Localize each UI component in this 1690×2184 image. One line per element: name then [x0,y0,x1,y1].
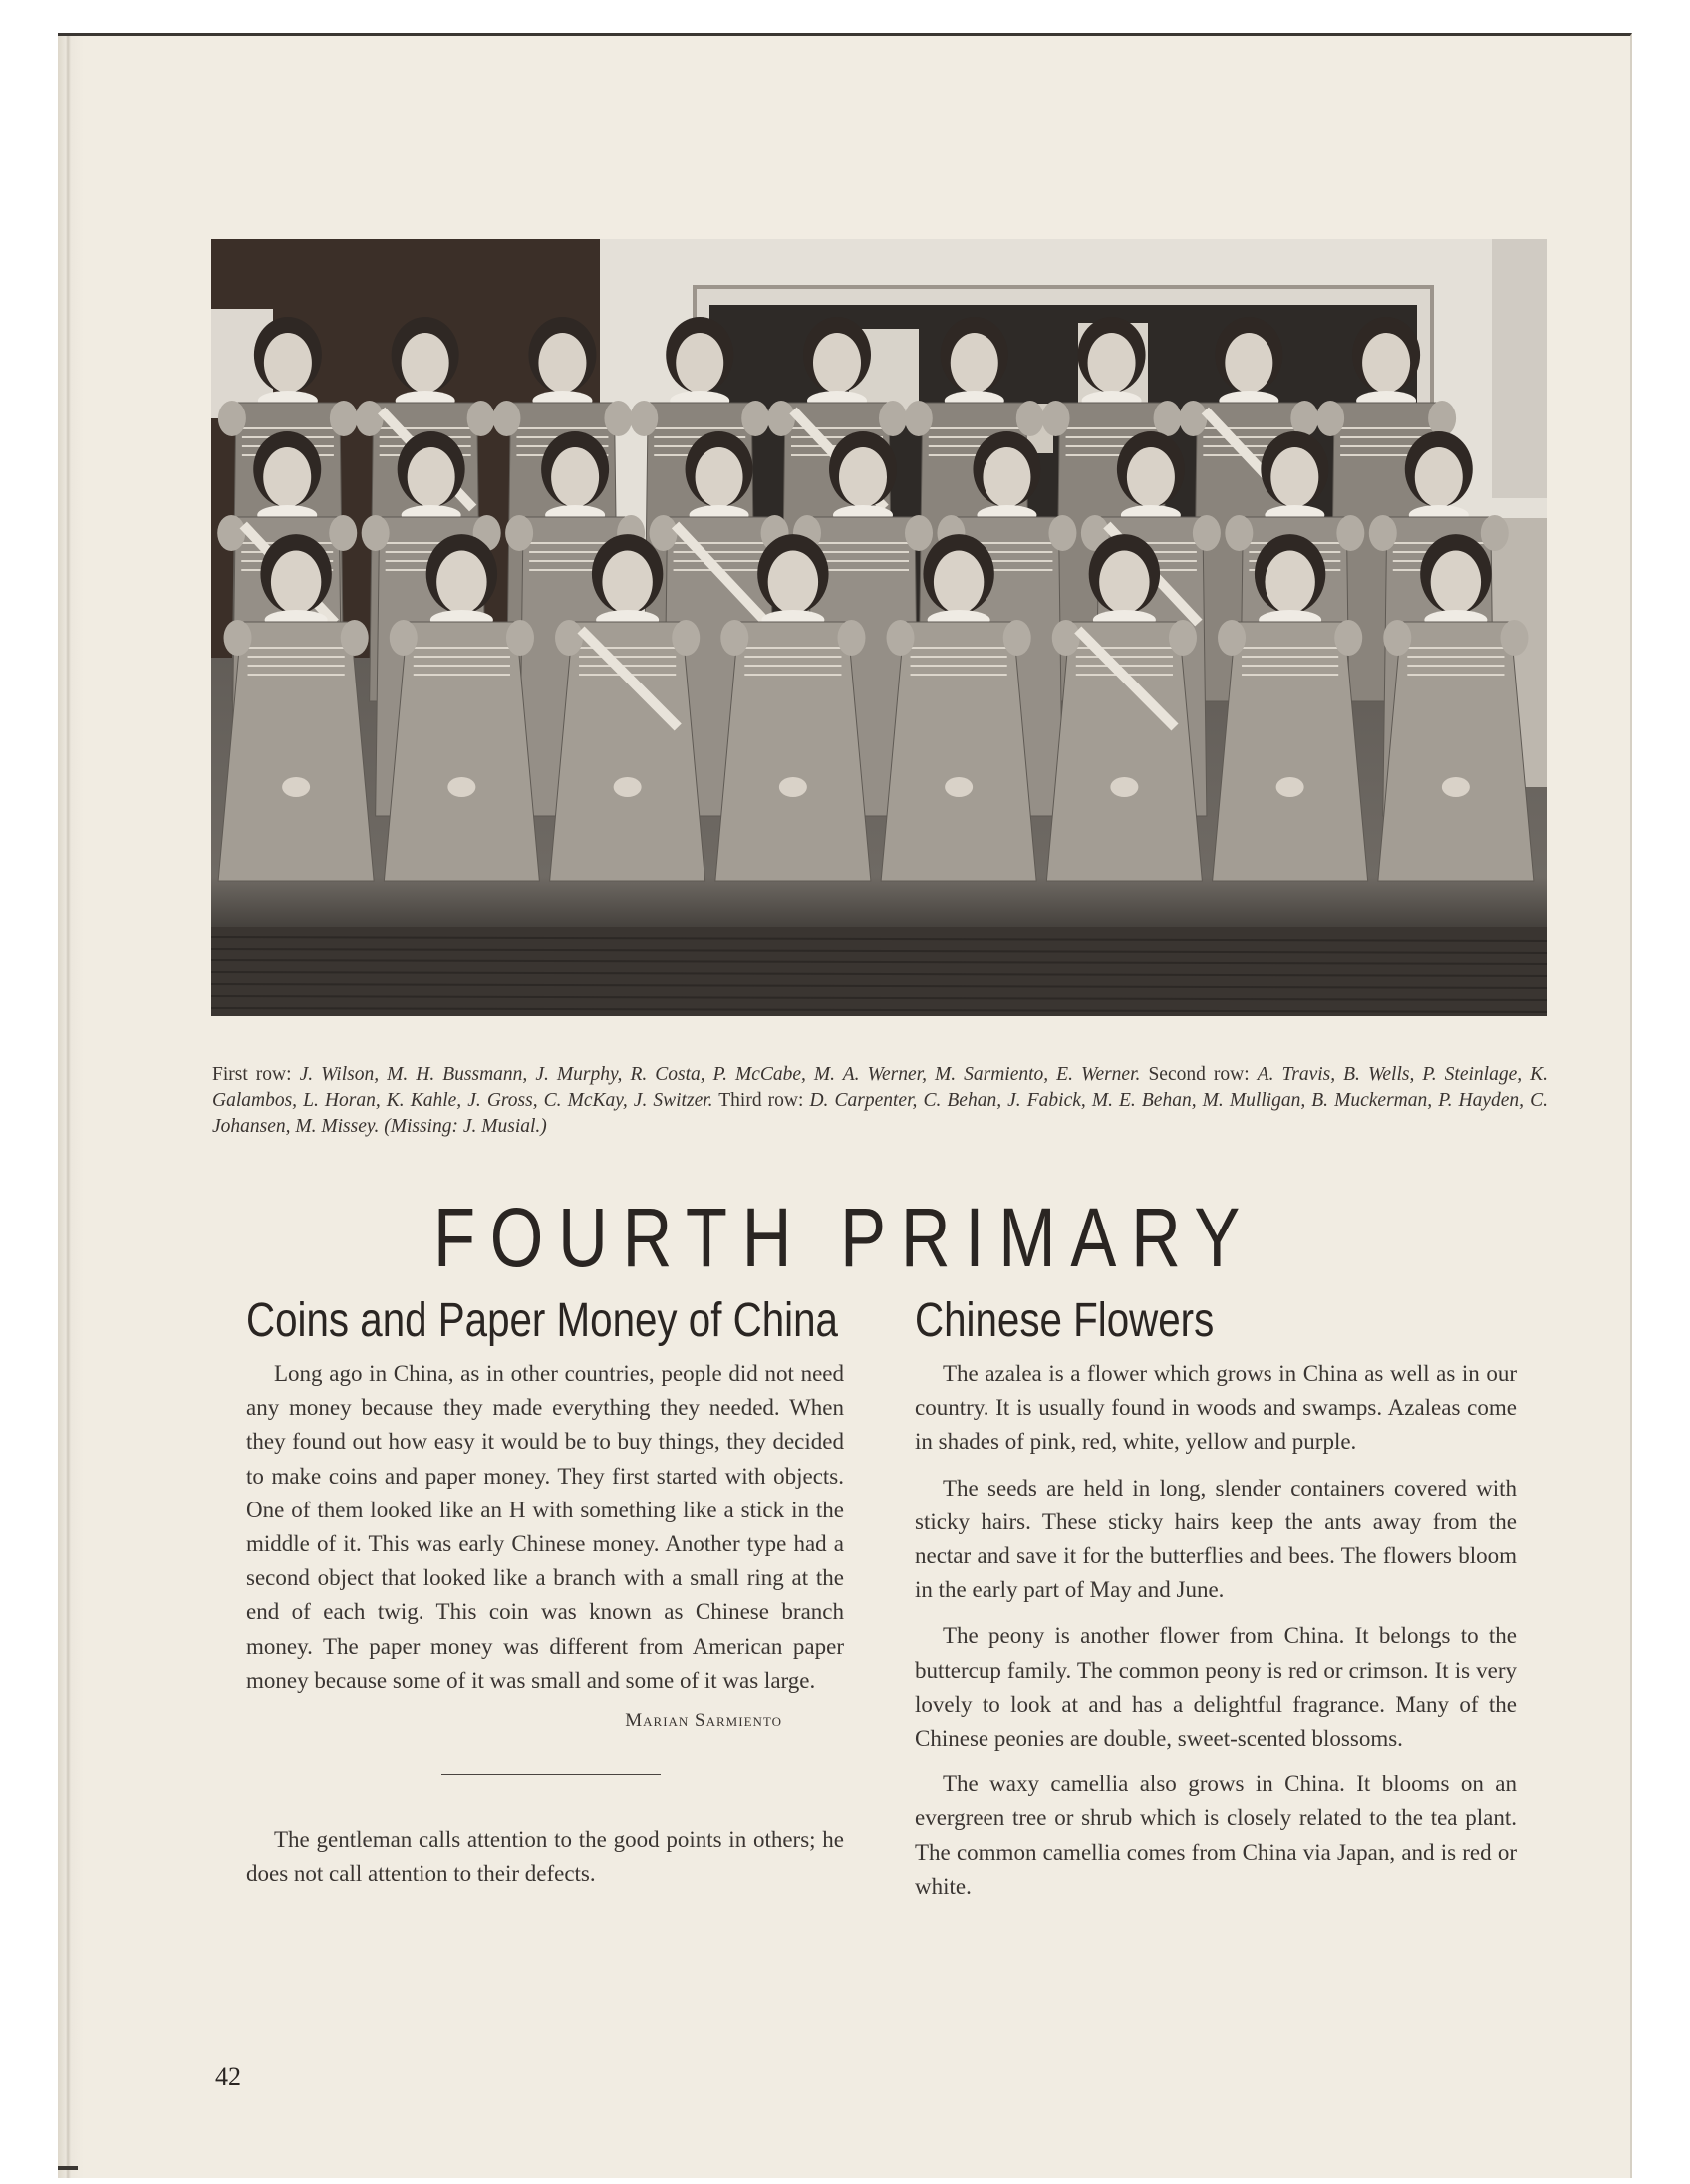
child-sleeve [630,401,658,436]
child-dress [384,622,539,881]
child-sleeve [1179,401,1207,436]
child-sleeve [1481,515,1509,551]
flowers-heading: Chinese Flowers [915,1294,1215,1347]
child-face [1362,333,1410,393]
child-face [813,333,861,393]
child-hands [614,777,642,797]
child-sleeve [604,401,632,436]
child-sleeve [492,401,520,436]
child-sleeve [224,620,252,656]
child-sleeve [362,515,390,551]
child-sleeve [217,515,245,551]
child-face [538,333,586,393]
child-sleeve [1193,515,1221,551]
child-sleeve [1048,515,1076,551]
child-sleeve [1225,515,1253,551]
child-sleeve [506,620,534,656]
child-sleeve [650,515,678,551]
azalea-paragraph: The azalea is a flower which grows in China as well as in our country. It is usually found in woods and swamps. Azaleas come in shades of pink, red, white, yellow and purple. [915,1361,1517,1455]
child-dress [1046,622,1202,881]
class-photo [211,239,1547,1016]
first-row-label: First row: [212,1064,292,1085]
child-hands [1442,777,1470,797]
quote-paragraph: The gentleman calls attention to the good points in others; he does not call attention to their defects. [246,1827,844,1887]
child-hands [447,777,475,797]
child-sleeve [1369,515,1397,551]
child-sleeve [672,620,700,656]
child-face [951,333,998,393]
child-face [839,447,887,507]
child-face [263,447,311,507]
missing-note: (Missing: J. Musial.) [384,1116,547,1137]
child-sleeve [505,515,533,551]
third-row-label: Third row: [718,1090,804,1111]
page-binding [58,36,84,2178]
child-face [1415,447,1463,507]
child-hands [1276,777,1304,797]
child-sleeve [767,401,795,436]
child-hands [945,777,973,797]
child-sleeve [1290,401,1318,436]
child-sleeve [467,401,495,436]
child-dress [550,622,705,881]
photo-caption [212,1062,1548,1140]
child-sleeve [887,620,915,656]
child-sleeve [1003,620,1031,656]
child-dress [1378,622,1534,881]
child-sleeve [329,515,357,551]
child-sleeve [1169,620,1197,656]
child-face [271,551,321,614]
child-sleeve [1016,401,1044,436]
child-dress [881,622,1036,881]
page-title: FOURTH PRIMARY [432,1191,1256,1284]
side-poster [1492,239,1547,498]
child-sleeve [1336,515,1364,551]
child-face [676,333,723,393]
child-sleeve [720,620,748,656]
coins-paragraph: Long ago in China, as in other countries, people did not need any money because they made everything they needed. When they found out how easy it would be to buy things, they decided to make coins and paper money. They first started with objects. One of them looked like an H with something like a stick in the middle of it. This was early Chinese money. Another type had a second object that looked like a branch with a small ring at the end of each twig. This coin was known as Chinese branch money. The paper money was different from American paper money because some of it was small and some of it was large. [246,1361,844,1693]
child-face [1270,447,1318,507]
child-dress [1213,622,1368,881]
child-face [402,333,449,393]
child-sleeve [905,515,933,551]
camellia-paragraph: The waxy camellia also grows in China. It blooms on an evergreen tree or shrub which is closely related to the tea plant. The common camellia comes from China via Japan, and is red or white. [915,1772,1517,1899]
child-hands [779,777,807,797]
page-number: 42 [215,2062,241,2091]
child-sleeve [905,401,933,436]
child-face [934,551,984,614]
child-face [768,551,818,614]
child-sleeve [1500,620,1528,656]
child-face [602,551,652,614]
child-sleeve [741,401,769,436]
second-row-label: Second row: [1148,1064,1250,1085]
child-sleeve [1316,401,1344,436]
child-face [436,551,486,614]
child-sleeve [330,401,358,436]
child-sleeve [555,620,583,656]
child-face [1099,551,1149,614]
child-face [696,447,743,507]
child-sleeve [356,401,384,436]
yearbook-page [58,33,1632,2178]
child-face [1088,333,1136,393]
child-face [264,333,312,393]
third-row-names: D. Carpenter, C. Behan, J. Fabick, M. E. Behan, M. Mulligan, B. Muckerman, P. Hayden, C. Johansen, M. Missey. [212,1090,1548,1137]
author-signature: Marian Sarmiento [625,1710,782,1732]
child-sleeve [218,401,246,436]
child-dress [218,622,374,881]
child-hands [282,777,310,797]
child-sleeve [341,620,369,656]
child-hands [1110,777,1138,797]
left-column [246,1293,844,1903]
child-face [1431,551,1481,614]
right-column [915,1293,1517,1916]
binding-mark [58,2166,78,2170]
child-sleeve [1052,620,1080,656]
class-photo-illustration [211,239,1547,1016]
coins-heading: Coins and Paper Money of China [246,1294,838,1347]
child-sleeve [1042,401,1070,436]
seeds-paragraph: The seeds are held in long, slender containers covered with sticky hairs. These sticky hairs keep the ants away from the nectar and save it for the butterflies and bees. The flowers bloom in the early part of May and June. [915,1475,1517,1603]
child-sleeve [837,620,865,656]
child-dress [715,622,871,881]
child-face [408,447,455,507]
first-row-names: J. Wilson, M. H. Bussmann, J. Murphy, R. Costa, P. McCabe, M. A. Werner, M. Sarmiento, E. Werner. [299,1064,1141,1085]
second-row-names: A. Travis, B. Wells, P. Steinlage, K. Galambos, L. Horan, K. Kahle, J. Gross, C. McKay, J. Switzer. [212,1064,1549,1111]
child-sleeve [1334,620,1362,656]
section-divider [441,1774,661,1775]
child-sleeve [1383,620,1411,656]
child-face [551,447,599,507]
child-face [1127,447,1175,507]
child-sleeve [390,620,418,656]
child-face [1225,333,1272,393]
child-sleeve [1428,401,1456,436]
child-face [983,447,1030,507]
child-sleeve [1218,620,1246,656]
peony-paragraph: The peony is another flower from China. It belongs to the buttercup family. The common peony is red or crimson. It is very lovely to look at and has a delightful fragrance. Many of the Chinese peonies are double, sweet-scented blossoms. [915,1623,1517,1752]
child-face [1265,551,1314,614]
child-sleeve [1154,401,1182,436]
child-sleeve [879,401,907,436]
